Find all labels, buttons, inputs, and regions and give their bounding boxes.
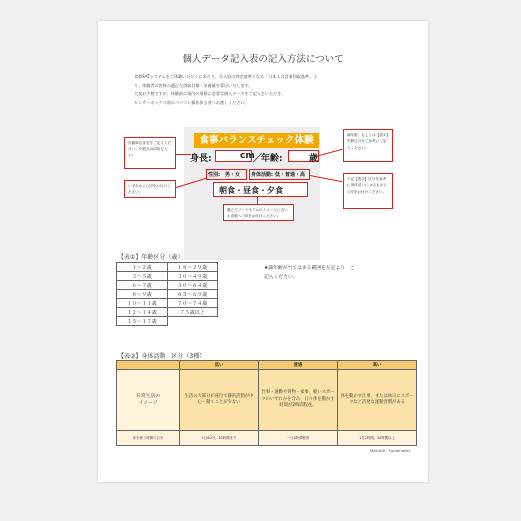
callout-meals: 選んだフードモデルのイメージに近いお食事へ○印をお付けください。 bbox=[223, 204, 294, 221]
age-table-note: ★満年齢が当てはまる範囲を左記より ご記入ください。 bbox=[264, 266, 355, 280]
separator: ／ bbox=[253, 154, 263, 164]
callout-line bbox=[319, 149, 342, 156]
activity-label: 身体活動: bbox=[251, 172, 273, 178]
table2-heading: 【表②】身体活動 区分（3種） bbox=[118, 353, 206, 360]
credit-text: MAGARI Foodmodel bbox=[370, 448, 410, 453]
age-cell: １２～１４歳 bbox=[117, 308, 168, 317]
age-unit: 歳 bbox=[309, 154, 319, 164]
table-row bbox=[117, 308, 218, 317]
table-row bbox=[117, 370, 417, 431]
callout-line bbox=[176, 154, 191, 155]
sex-label: 性別: bbox=[208, 172, 220, 178]
document-page bbox=[98, 21, 428, 482]
age-cell: ５０～６４歳 bbox=[167, 281, 218, 290]
document-title: 個人データ記入表の記入方法について bbox=[182, 54, 344, 65]
callout-height: 自動車な身長をご記入ください。小数点は四捨五入で！ bbox=[124, 137, 176, 169]
activity-table bbox=[116, 360, 417, 446]
callout-line bbox=[257, 197, 258, 204]
age-cell: １～２歳 bbox=[117, 263, 168, 272]
row-label: 体を使う時間の目安 bbox=[117, 431, 180, 446]
intro-line: 食育SATシステムをご体験いただくにあたり、名人庭の判定基準となる「日本人の食事摂取基準」よ bbox=[134, 74, 318, 79]
table-row bbox=[117, 281, 218, 290]
age-cell: ６５～６９歳 bbox=[167, 290, 218, 299]
intro-line: センサーボックス前のパソコン操作担当者へお渡しください。 bbox=[134, 99, 249, 105]
callout-activity: 下記【表②】区分を参考に身体活いに ≠るものに○印をお付けください。 bbox=[343, 173, 393, 209]
age-cell: ３～５歳 bbox=[117, 272, 168, 281]
age-cell: １５～１７歳 bbox=[117, 317, 168, 326]
age-cell: ７０～７４歳 bbox=[167, 299, 218, 308]
table-cell: 一日2時間程度 bbox=[259, 431, 338, 446]
callout-sex: いずれかに○印をお付けください。 bbox=[124, 180, 176, 198]
sex-options: 男・女 bbox=[225, 172, 241, 178]
age-cell: １０～１１歳 bbox=[117, 299, 168, 308]
table-row bbox=[117, 299, 218, 308]
intro-line: 大変お手数ですが、体験前に案内の用紙に必要な個人データをご記入をいただき、 bbox=[134, 91, 286, 97]
table-header-row bbox=[117, 361, 417, 370]
table-cell: 体を動かす仕事、または休日にスポーツなど活発な運動習慣がある bbox=[338, 370, 417, 431]
age-cell: ６～７歳 bbox=[117, 281, 168, 290]
callout-age: 満年齢、もしくは【表①】年齢区分をご参考にご記入ください。 bbox=[343, 129, 393, 162]
table-row bbox=[117, 290, 218, 299]
intro-text bbox=[134, 73, 394, 107]
intro-line: り、体験者の皆様の適正な摂取目標・栄養量を算出いたします。 bbox=[134, 82, 253, 88]
meals-options: 朝食・昼食・夕食 bbox=[219, 186, 283, 195]
table-cell: 生活の大部分が座位で静的活動が中心・動くことが少ない bbox=[180, 370, 259, 431]
table1-heading: 【表①】年齢区分（歳） bbox=[118, 254, 184, 261]
table-header-cell: 低い bbox=[180, 361, 259, 370]
height-label: 身長: bbox=[190, 154, 212, 164]
age-cell bbox=[167, 317, 218, 326]
table-cell: 仕事・通勤や買物・家事、軽いスポーツのいずれかを含み、日々体を動かす時間が2時間程度。 bbox=[259, 370, 338, 431]
age-cell: ８～９歳 bbox=[117, 290, 168, 299]
age-cell: ７５歳以上 bbox=[167, 308, 218, 317]
table-row bbox=[117, 272, 218, 281]
table-cell: 1日60分。30時間まで bbox=[180, 431, 259, 446]
form-banner: 食事バランスチェック体験 bbox=[194, 133, 319, 148]
age-cell: １８～２９歳 bbox=[167, 263, 218, 272]
activity-options: 低・普通・高 bbox=[275, 172, 306, 178]
table-cell: 1日2時間。30時間以上 bbox=[338, 431, 417, 446]
table-header-cell: 普通 bbox=[259, 361, 338, 370]
table-row bbox=[117, 263, 218, 272]
height-unit: cm bbox=[240, 151, 255, 161]
table-row bbox=[117, 317, 218, 326]
age-label: 年齢: bbox=[261, 154, 283, 164]
age-cell: ３０～４９歳 bbox=[167, 272, 218, 281]
table-header-cell bbox=[117, 361, 180, 370]
row-label: 日常生活の イメージ bbox=[117, 370, 180, 431]
table-header-cell: 高い bbox=[338, 361, 417, 370]
age-table bbox=[116, 262, 218, 326]
table-row bbox=[117, 431, 417, 446]
